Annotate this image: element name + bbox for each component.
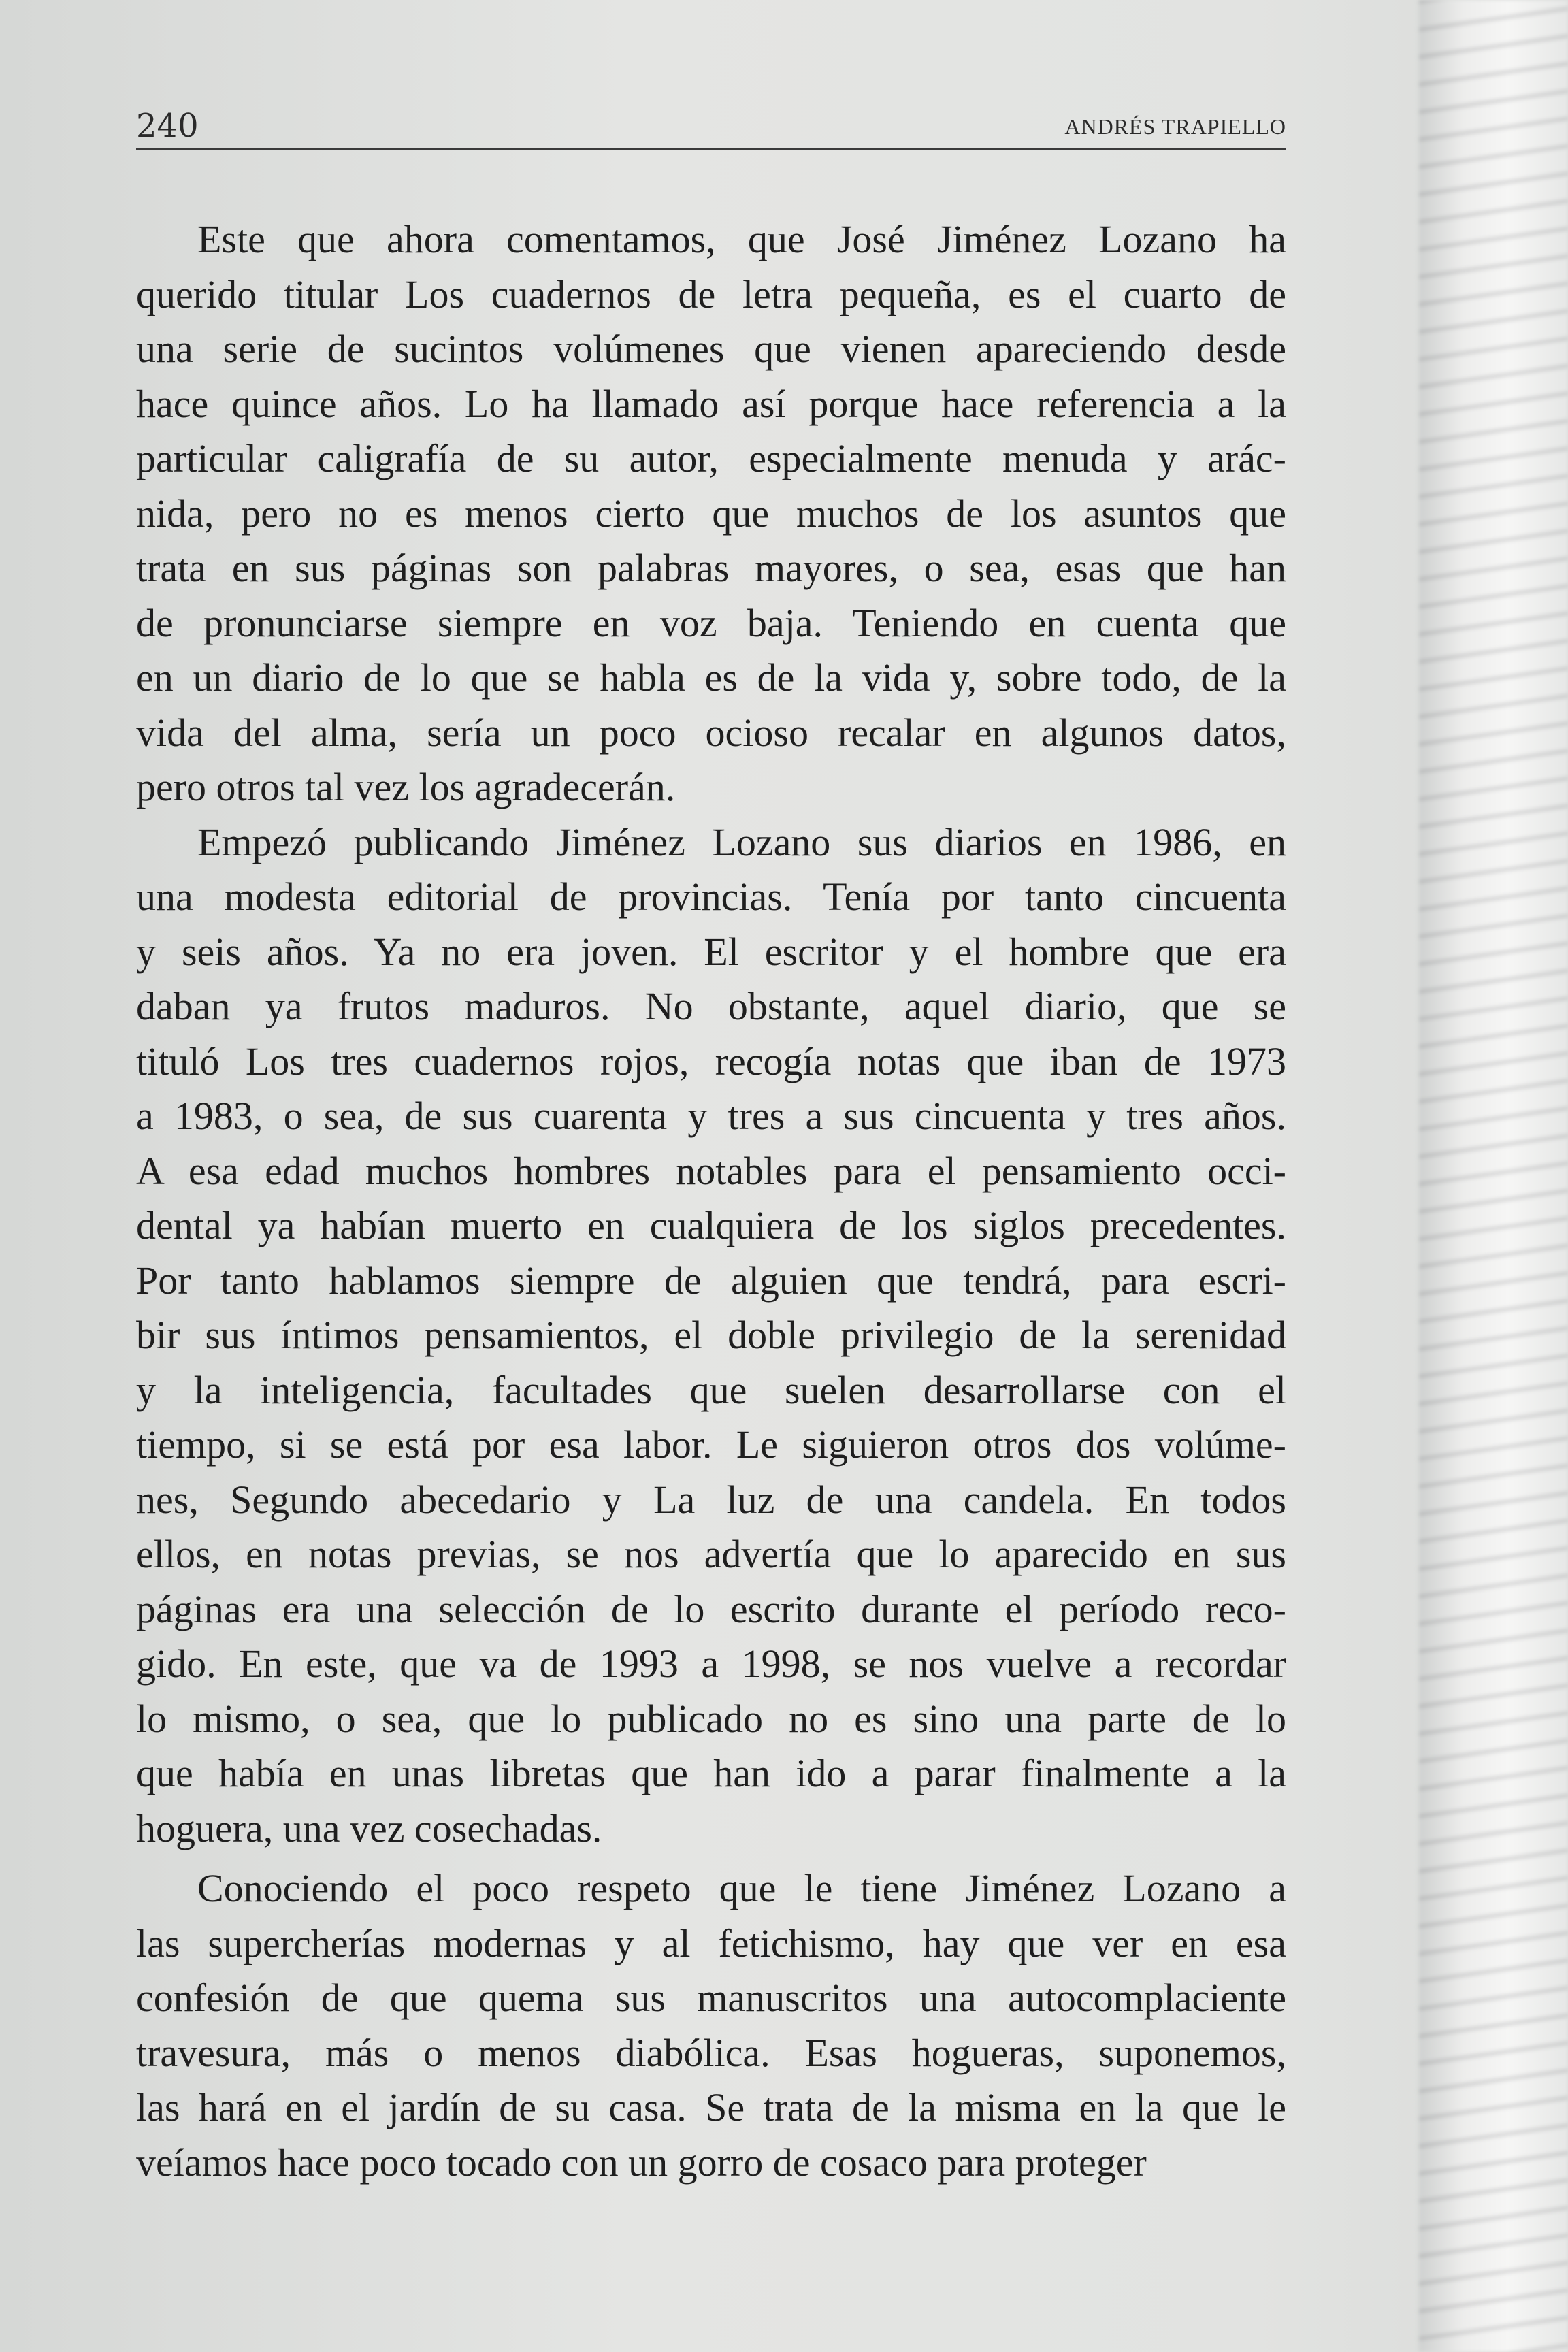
text-line: nes, Segundo abecedario y La luz de una candela. En todos <box>136 1477 1286 1522</box>
page-header <box>136 99 1286 150</box>
text-line: de pronunciarse siempre en voz baja. Teniendo en cuenta que <box>136 600 1286 645</box>
text-line: confesión de que quema sus manuscritos una autocomplaciente <box>136 1976 1286 2020</box>
text-line: Este que ahora comentamos, que José Jiménez Lozano ha <box>197 217 1286 261</box>
text-line: en un diario de lo que se habla es de la vida y, sobre todo, de la <box>136 655 1286 700</box>
text-line: y seis años. Ya no era joven. El escritor y el hombre que era <box>136 929 1286 974</box>
text-line: particular caligrafía de su autor, especialmente menuda y arác- <box>136 436 1286 480</box>
text-line: Conociendo el poco respeto que le tiene Jiménez Lozano a <box>197 1866 1286 1910</box>
text-line: a 1983, o sea, de sus cuarenta y tres a sus cincuenta y tres años. <box>136 1094 1286 1138</box>
facing-page-edge <box>1419 0 1568 2352</box>
text-line: una serie de sucintos volúmenes que vienen apareciendo desde <box>136 327 1286 371</box>
text-line: las hará en el jardín de su casa. Se trata de la misma en la que le <box>136 2085 1286 2129</box>
text-line: travesura, más o menos diabólica. Esas hogueras, suponemos, <box>136 2030 1286 2075</box>
text-line: trata en sus páginas son palabras mayores, o sea, esas que han <box>136 546 1286 590</box>
paragraph <box>136 212 1286 815</box>
text-line: que había en unas libretas que han ido a parar finalmente a la <box>136 1751 1286 1795</box>
text-line: bir sus íntimos pensamientos, el doble privilegio de la serenidad <box>136 1313 1286 1357</box>
text-line: hace quince años. Lo ha llamado así porque hace referencia a la <box>136 381 1286 426</box>
text-line: daban ya frutos maduros. No obstante, aquel diario, que se <box>136 984 1286 1028</box>
text-line: vida del alma, sería un poco ocioso recalar en algunos datos, <box>136 710 1286 755</box>
text-line: ellos, en notas previas, se nos advertía que lo aparecido en sus <box>136 1532 1286 1576</box>
text-line: una modesta editorial de provincias. Tenía por tanto cincuenta <box>136 875 1286 919</box>
text-line: nida, pero no es menos cierto que muchos de los asuntos que <box>136 491 1286 536</box>
text-line: veíamos hace poco tocado con un gorro de cosaco para proteger <box>136 2140 1147 2185</box>
text-line: Empezó publicando Jiménez Lozano sus diarios en 1986, en <box>197 819 1286 864</box>
running-head-author: ANDRÉS TRAPIELLO <box>1064 114 1286 139</box>
text-line: querido titular Los cuadernos de letra pequeña, es el cuarto de <box>136 272 1286 316</box>
text-line: tiempo, si se está por esa labor. Le siguieron otros dos volúme- <box>136 1422 1286 1467</box>
text-line: dental ya habían muerto en cualquiera de los siglos precedentes. <box>136 1203 1286 1247</box>
body-text <box>136 212 1286 2190</box>
paragraph <box>136 1861 1286 2190</box>
text-line: tituló Los tres cuadernos rojos, recogía notas que iban de 1973 <box>136 1039 1286 1083</box>
text-line: hoguera, una vez cosechadas. <box>136 1806 602 1850</box>
text-line: las supercherías modernas y al fetichismo, hay que ver en esa <box>136 1921 1286 1965</box>
text-line: gido. En este, que va de 1993 a 1998, se nos vuelve a recordar <box>136 1642 1286 1686</box>
text-line: páginas era una selección de lo escrito durante el período reco- <box>136 1586 1286 1631</box>
text-line: pero otros tal vez los agradecerán. <box>136 765 676 809</box>
text-line: A esa edad muchos hombres notables para el pensamiento occi- <box>136 1148 1286 1193</box>
paragraph <box>136 815 1286 1857</box>
page-number: 240 <box>136 107 199 145</box>
text-line: y la inteligencia, facultades que suelen desarrollarse con el <box>136 1367 1286 1412</box>
text-line: Por tanto hablamos siempre de alguien que tendrá, para escri- <box>136 1258 1286 1303</box>
text-line: lo mismo, o sea, que lo publicado no es sino una parte de lo <box>136 1696 1286 1741</box>
